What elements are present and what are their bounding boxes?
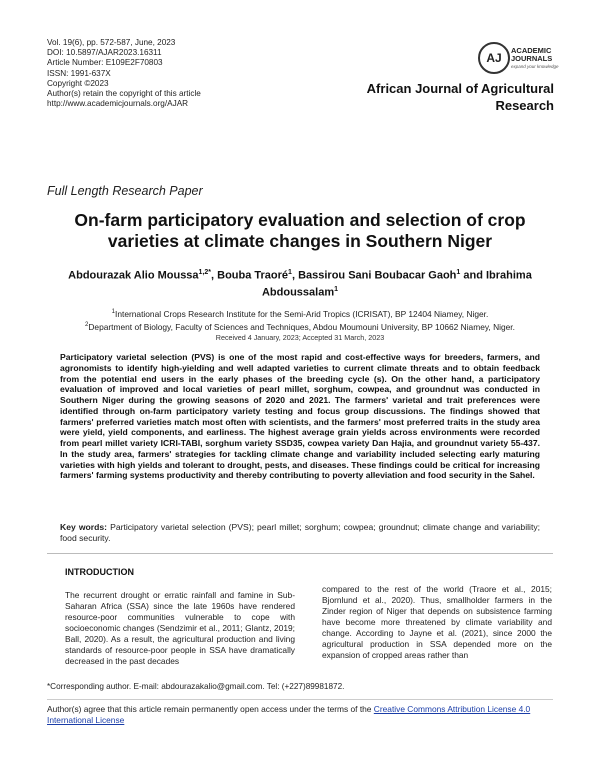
footnote-divider: [47, 699, 553, 700]
abstract: Participatory varietal selection (PVS) is one of the most rapid and cost-effective ways for breeders, farmers, and agronomists to identify high-yielding and well adapted varieties to current climate threats and to obtain feedback from the potential end users in the early phases of the breeding cycle (s). On the other hand, a participatory evaluation of improved and local varieties of pearl millet, sorghum, cowpea, and groundnut was conducted in Southern Niger during the growing seasons of 2020 and 2021. The farmers' varietal and trait preferences were identified through on-farm participatory variety testing and focus group discussions. The findings showed that farmers' preferred varieties match most often with scientists, and the farmers' most preferred traits in the study area were yield, yield components, and earliness. The highest average grain yields across environments were recorded from pearl millet variety ICRI-TABI, sorghum variety SSD35, cowpea variety Dan Hajia, and groundnut variety 55-437. In the study area, farmers' strategies for tackling climate change and variability included selecting early maturing varieties with high yields and tolerant to drought, pests, and diseases. These findings could be critical for increasing farmers' farming systems productivity and thereby contributing to poverty alleviation and food security in the Sahel.: [60, 352, 540, 481]
article-meta: [47, 38, 201, 109]
author-affil-sup: 1,2: [198, 269, 209, 276]
author-separator: ,: [291, 269, 299, 282]
logo-tagline: expand your knowledge: [511, 64, 559, 69]
license-text: Author(s) agree that this article remain permanently open access under the terms of the: [47, 704, 374, 714]
author-affil-sup: 1: [334, 285, 339, 293]
keywords: [60, 522, 540, 544]
license-link[interactable]: Creative Commons Attribution License 4.0 International License: [47, 704, 531, 725]
affil-sup: 2: [85, 321, 89, 328]
aj-logo-icon: AJ: [478, 42, 510, 74]
affiliations: [30, 307, 570, 333]
affiliation-2: [30, 320, 570, 333]
author-separator: and: [460, 269, 486, 282]
affiliation-1: [30, 307, 570, 320]
paper-type: Full Length Research Paper: [47, 184, 203, 198]
corresponding-star: *: [208, 269, 212, 276]
paper-title: On-farm participatory evaluation and selection of crop varieties at climate changes in Southern Niger: [74, 210, 526, 251]
intro-column-left: The recurrent drought or erratic rainfall and famine in Sub-Saharan Africa (SSA) since the late 1960s have rendered resource-poor communities vulnerable to cope with socioeconomic changes (Sendzimir et al., 2011; Glantz, 2019; Ball, 2020). As a result, the agricultural production and living standards of resource-poor people in SSA have dramatically decreased in the past decades: [65, 590, 295, 666]
publisher-logo: [478, 42, 588, 76]
author-name: Bassirou Sani Boubacar Gaoh: [298, 269, 457, 282]
divider: [47, 553, 553, 554]
keywords-label: Key words:: [60, 522, 108, 532]
affil-sup: 1: [111, 309, 116, 315]
meta-volume: Vol. 19(6), pp. 572-587, June, 2023: [47, 38, 176, 47]
author-name: Bouba Traoré: [217, 269, 289, 282]
received-date: Received 4 January, 2023; Accepted 31 March, 2023: [215, 333, 385, 342]
author-name: Ibrahima Abdoussalam: [261, 269, 532, 299]
author-affil-sup: 1: [456, 269, 461, 276]
license-notice: [47, 704, 553, 726]
keywords-text: Participatory varietal selection (PVS); pearl millet; sorghum; cowpea; groundnut; climate change and variability; food security.: [60, 522, 541, 543]
meta-rights: Author(s) retain the copyright of this article: [47, 89, 201, 99]
author-name: Abdourazak Alio Moussa: [68, 269, 199, 282]
meta-article-number: Article Number: E109E2F70803: [47, 58, 163, 68]
meta-doi: DOI: 10.5897/AJAR2023.16311: [47, 48, 162, 58]
author-separator: ,: [211, 269, 218, 282]
intro-column-right: compared to the rest of the world (Traore et al., 2015; Bjornlund et al., 2020). Thus, smallholder farmers in the Zinder region of Niger that depends on subsistence farming have become more threatened by climate variability and change. According to Jayne et al. (2021), since 2000 the agricultural production in SSA depended more on the expansion of cropped areas rather than: [322, 584, 552, 660]
affil-text: International Crops Research Institute for the Semi-Arid Tropics (ICRISAT), BP 12404 Niamey, Niger.: [115, 308, 489, 319]
corresponding-author: *Corresponding author. E-mail: abdourazakalio@gmail.com. Tel: (+227)89981872.: [47, 682, 345, 691]
affil-text: Department of Biology, Faculty of Sciences and Techniques, Abdou Moumouni University, BP 10662 Niamey, Niger.: [88, 321, 515, 332]
logo-wordmark: [511, 47, 552, 63]
section-heading: INTRODUCTION: [65, 567, 134, 577]
logo-line2: JOURNALS: [511, 54, 553, 63]
author-list: [40, 266, 560, 299]
meta-copyright: Copyright ©2023: [47, 78, 109, 88]
meta-url[interactable]: http://www.academicjournals.org/AJAR: [47, 99, 189, 109]
logo-line1: ACADEMIC: [511, 46, 552, 55]
meta-issn: ISSN: 1991-637X: [47, 68, 111, 78]
author-affil-sup: 1: [288, 269, 292, 276]
journal-name: African Journal of Agricultural Research: [366, 81, 554, 113]
